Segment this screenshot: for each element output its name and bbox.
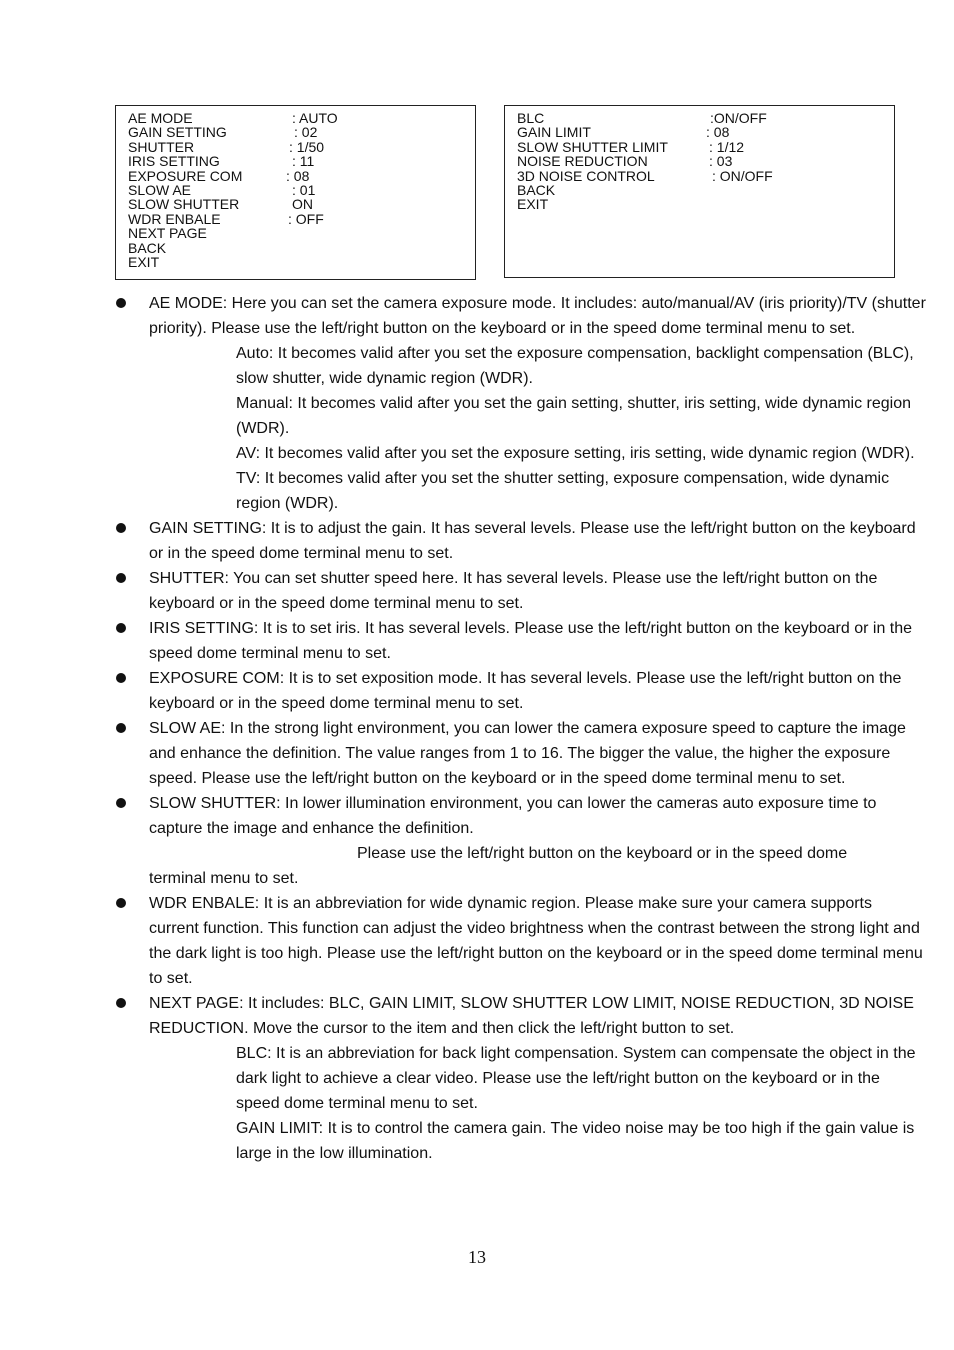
menu-left-item-label: SLOW SHUTTER	[128, 196, 240, 213]
osd-menu-page-1	[115, 105, 476, 280]
bullet-dot	[116, 573, 126, 583]
ae-mode-text: AE MODE: Here you can set the camera exposure mode. It includes: auto/manual/AV (iris priority)/TV (shutter priority). Please use the left/right button on the keyboard or in the speed dome terminal menu to set.	[149, 295, 926, 337]
menu-left-row	[116, 169, 475, 183]
bullet-dot	[116, 798, 126, 808]
menu-left-item-label: AE MODE	[128, 110, 193, 126]
menu-right-row	[505, 140, 894, 154]
menu-left-row	[116, 125, 475, 139]
menu-left-row	[116, 226, 475, 240]
menu-left-row	[116, 111, 475, 125]
menu-right-item-label: BLC	[517, 110, 545, 126]
menu-right-row	[505, 169, 894, 183]
next-page-blc: BLC: It is an abbreviation for back light compensation. System can compensate the object in the dark light to achieve a clear video. Please use the left/right button on the keyboard or in the speed dome terminal menu to set.	[236, 1045, 916, 1112]
bullet-gain-setting	[0, 516, 954, 566]
menu-right-item-value: :ON/OFF	[710, 110, 767, 126]
bullet-dot	[116, 673, 126, 683]
slow-shutter-text: SLOW SHUTTER: In lower illumination environment, you can lower the cameras auto exposure time to capture the image and enhance the definition.	[149, 795, 877, 837]
menu-left-row	[116, 197, 475, 211]
wdr-enbale-text: WDR ENBALE: It is an abbreviation for wide dynamic region. Please make sure your camera supports current function. This function can adjust the video brightness when the contrast between the strong light and the dark light is too high. Please use the left/right button on the keyboard or in the speed dome terminal menu to set.	[149, 895, 923, 987]
menu-left-item-label: IRIS SETTING	[128, 153, 220, 170]
menu-right-item-value: : 03	[709, 153, 733, 170]
next-page-gain-limit: GAIN LIMIT: It is to control the camera gain. The video noise may be too high if the gain value is large in the low illumination.	[236, 1120, 915, 1162]
slow-ae-text: SLOW AE: In the strong light environment, you can lower the camera exposure speed to capture the image and enhance the definition. The value ranges from 1 to 16. The bigger the value, the higher the exposure speed. Please use the left/right button on the keyboard or in the speed dome terminal menu to set.	[149, 720, 906, 787]
menu-right-item-value: : 1/12	[709, 138, 745, 155]
menu-right-item-label: EXIT	[517, 196, 549, 213]
menu-left-item-label: SHUTTER	[128, 138, 195, 155]
next-page-text: NEXT PAGE: It includes: BLC, GAIN LIMIT, SLOW SHUTTER LOW LIMIT, NOISE REDUCTION, 3D NOISE REDUCTION. Move the cursor to the item and then click the left/right button to set.	[149, 995, 914, 1037]
menu-left-item-label: WDR ENBALE	[128, 210, 221, 227]
ae-mode-manual: Manual: It becomes valid after you set the gain setting, shutter, iris setting, wide dynamic region (WDR).	[236, 395, 912, 437]
menu-right-item-value: : ON/OFF	[712, 167, 773, 184]
menu-left-item-label: SLOW AE	[128, 181, 192, 198]
bullet-dot	[116, 723, 126, 733]
menu-left-row	[116, 255, 475, 269]
page-number: 13	[468, 1247, 486, 1267]
menu-left-row	[116, 140, 475, 154]
bullet-dot	[116, 898, 126, 908]
bullet-exposure-com	[0, 666, 954, 716]
menu-left-row	[116, 154, 475, 168]
ae-mode-tv: TV: It becomes valid after you set the shutter setting, exposure compensation, wide dynamic region (WDR).	[236, 470, 890, 512]
exposure-com-text: EXPOSURE COM: It is to set exposition mode. It has several levels. Please use the left/right button on the keyboard or in the speed dome terminal menu to set.	[149, 670, 902, 712]
menu-left-item-value: : 01	[292, 181, 316, 198]
menu-left-item-label: GAIN SETTING	[128, 124, 227, 141]
ae-mode-av: AV: It becomes valid after you set the exposure setting, iris setting, wide dynamic region (WDR).	[236, 445, 915, 462]
menu-left-row	[116, 212, 475, 226]
slow-shutter-line-2: Please use the left/right button on the keyboard or in the speed dome	[357, 845, 848, 862]
iris-setting-text: IRIS SETTING: It is to set iris. It has several levels. Please use the left/right button on the keyboard or in the speed dome terminal menu to set.	[149, 620, 913, 662]
menu-left-item-value: : AUTO	[292, 110, 338, 126]
menu-right-item-label: 3D NOISE CONTROL	[517, 167, 655, 184]
menu-left-item-value: : 08	[286, 167, 310, 184]
bullet-slow-ae	[0, 716, 954, 791]
menu-right-item-label: NOISE REDUCTION	[517, 153, 648, 170]
menu-right-row	[505, 111, 894, 125]
menu-left-item-value: : 02	[294, 124, 318, 141]
bullet-next-page	[0, 991, 954, 1041]
bullet-shutter	[0, 566, 954, 616]
bullet-dot	[116, 998, 126, 1008]
menu-left-item-value: : 11	[292, 153, 315, 170]
osd-menu-page-2	[504, 105, 895, 278]
menu-right-row	[505, 183, 894, 197]
menu-left-item-label: EXPOSURE COM	[128, 167, 243, 184]
menu-left-row	[116, 183, 475, 197]
menu-left-item-label: BACK	[128, 239, 167, 256]
gain-setting-text: GAIN SETTING: It is to adjust the gain. It has several levels. Please use the left/right button on the keyboard or in the speed dome terminal menu to set.	[149, 520, 916, 562]
menu-right-item-label: GAIN LIMIT	[517, 124, 591, 141]
menu-right-item-label: SLOW SHUTTER LIMIT	[517, 138, 668, 155]
menu-left-row	[116, 241, 475, 255]
bullet-dot	[116, 298, 126, 308]
ae-mode-auto: Auto: It becomes valid after you set the exposure compensation, backlight compensation (BLC), slow shutter, wide dynamic region (WDR).	[236, 345, 914, 387]
bullet-wdr-enbale	[0, 891, 954, 991]
bullet-dot	[116, 623, 126, 633]
bullet-ae-mode	[0, 291, 954, 341]
menu-right-item-value: : 08	[706, 124, 730, 141]
menu-right-item-label: BACK	[517, 181, 556, 198]
slow-shutter-line-3: terminal menu to set.	[149, 870, 299, 887]
shutter-text: SHUTTER: You can set shutter speed here. It has several levels. Please use the left/right button on the keyboard or in the speed dome terminal menu to set.	[149, 570, 878, 612]
bullet-iris-setting	[0, 616, 954, 666]
document-body	[0, 291, 954, 1166]
bullet-dot	[116, 523, 126, 533]
menu-right-row	[505, 125, 894, 139]
menu-left-item-value: : 1/50	[289, 138, 325, 155]
menu-right-row	[505, 197, 894, 211]
menu-left-item-value: : OFF	[288, 210, 324, 227]
menu-left-item-label: EXIT	[128, 253, 160, 270]
menu-left-item-value: ON	[292, 196, 313, 213]
bullet-slow-shutter	[0, 791, 954, 841]
menu-right-row	[505, 154, 894, 168]
menu-left-item-label: NEXT PAGE	[128, 225, 207, 242]
